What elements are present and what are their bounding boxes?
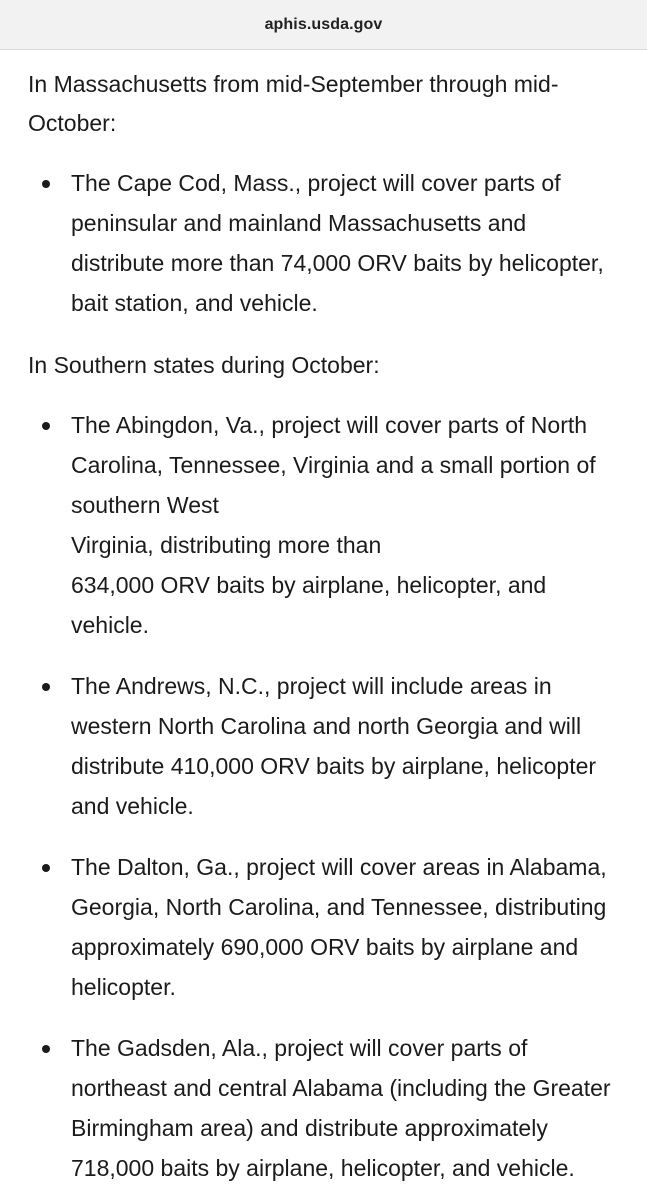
list-item-text: 634,000 ORV baits by airplane, helicopter, and vehicle. bbox=[71, 572, 547, 638]
list-item bbox=[28, 847, 617, 1007]
list-item bbox=[28, 666, 617, 826]
url-text[interactable]: aphis.usda.gov bbox=[264, 15, 383, 33]
southern-heading: In Southern states during October: bbox=[28, 352, 380, 378]
list-item-text: Virginia, distributing more than bbox=[71, 532, 382, 558]
list-item bbox=[28, 1028, 617, 1188]
massachusetts-heading: In Massachusetts from mid-September through mid-October: bbox=[28, 71, 559, 136]
bullet-icon bbox=[42, 683, 50, 691]
list-item-text: The Andrews, N.C., project will include areas in western North Carolina and north Georgia and will distribute 410,000 ORV baits by airplane, helicopter and vehicle. bbox=[71, 673, 597, 819]
bullet-icon bbox=[42, 864, 50, 872]
list-item-text: The Dalton, Ga., project will cover areas in Alabama, Georgia, North Carolina, and Tennessee, distributing approximately 690,000 ORV baits by airplane and helicopter. bbox=[71, 854, 607, 1000]
bullet-icon bbox=[42, 422, 50, 430]
list-item-text: The Cape Cod, Mass., project will cover parts of peninsular and mainland Massachusetts and distribute more than 74,000 ORV baits by helicopter, bait station, and vehicle. bbox=[71, 170, 604, 316]
massachusetts-list bbox=[28, 163, 617, 323]
article-body bbox=[0, 50, 647, 1188]
bullet-icon bbox=[42, 180, 50, 188]
list-item-text: The Gadsden, Ala., project will cover parts of northeast and central Alabama (including the Greater Birmingham area) and distribute approximately 718,000 baits by airplane, helicopter, and vehicle. bbox=[71, 1035, 611, 1181]
list-item bbox=[28, 405, 617, 645]
southern-list bbox=[28, 405, 617, 1188]
list-item-text: The Abingdon, Va., project will cover parts of North Carolina, Tennessee, Virginia and a small portion of southern West bbox=[71, 412, 596, 518]
bullet-icon bbox=[42, 1045, 50, 1053]
list-item bbox=[28, 163, 617, 323]
address-bar[interactable] bbox=[0, 0, 647, 50]
